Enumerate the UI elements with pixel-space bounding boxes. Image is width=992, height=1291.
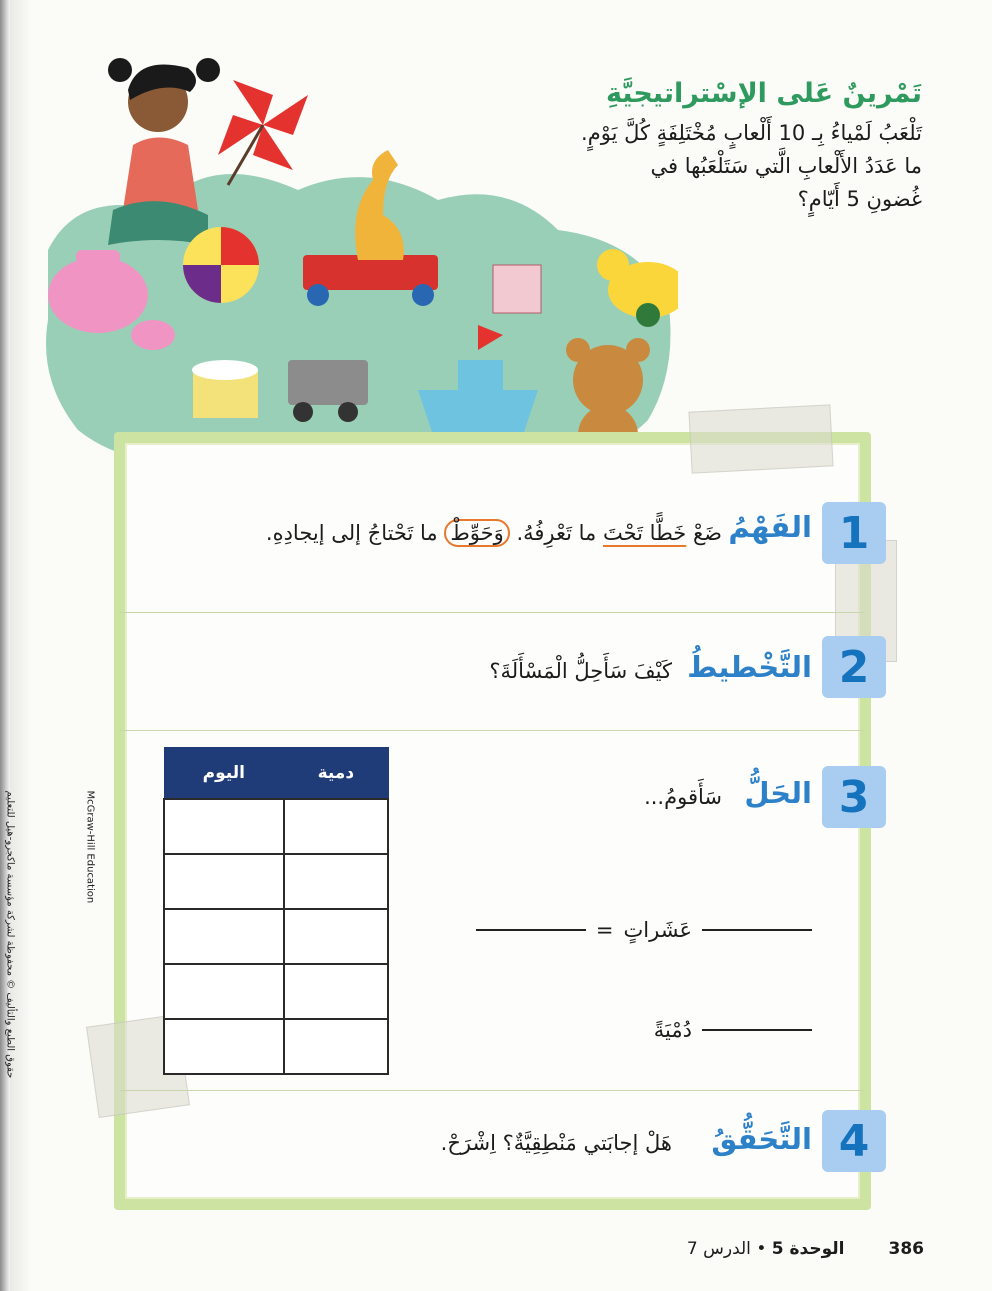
step-3-text: سَأَقومُ... xyxy=(644,785,722,809)
tens-label: عَشَراتٍ xyxy=(623,918,692,942)
problem-line-2: ما عَدَدُ الأَلْعابِ الَّتي سَتَلْعَبُها في xyxy=(650,154,922,178)
teacup xyxy=(131,320,175,350)
circled-word: وَحَوِّطْ xyxy=(444,519,509,547)
dolls-row xyxy=(654,1018,812,1042)
step-3-number: 3 xyxy=(822,766,886,828)
tape-top xyxy=(688,404,833,473)
table-row xyxy=(164,1019,388,1074)
table-cell[interactable] xyxy=(164,964,284,1019)
table-row xyxy=(164,854,388,909)
table-cell[interactable] xyxy=(284,909,388,964)
exercise-title: تَمْرينٌ عَلى الإسْتراتيجيَّةِ xyxy=(605,78,922,109)
pinwheel xyxy=(218,80,308,185)
table-cell[interactable] xyxy=(164,1019,284,1074)
problem-line-3: غُضونِ 5 أَيّامٍ؟ xyxy=(797,187,922,211)
page-footer xyxy=(687,1239,924,1259)
table-row xyxy=(164,909,388,964)
step-2-number: 2 xyxy=(822,636,886,698)
tens-equation-row xyxy=(476,918,812,942)
step-1-text: ضَعْ خَطًّا تَحْتَ ما تَعْرِفُهُ. وَحَوِّطْ ما تَحْتاجُ إلى إيجادِهِ. xyxy=(265,521,722,545)
step-4-text: هَلْ إجابَتي مَنْطِقِيَّةٌ؟ اِشْرَحْ. xyxy=(440,1131,672,1155)
dolls-blank[interactable] xyxy=(702,1029,812,1031)
step-1-number: 1 xyxy=(822,502,886,564)
table-row xyxy=(164,964,388,1019)
publisher-credit: McGraw-Hill Education xyxy=(84,790,96,904)
table-cell[interactable] xyxy=(284,964,388,1019)
unit-lesson: الوحدة 5 • الدرس 7 xyxy=(686,1239,845,1259)
girl-figure xyxy=(108,58,220,245)
exercise-header xyxy=(562,78,922,216)
equals-sign: = xyxy=(595,918,614,942)
step-4-number: 4 xyxy=(822,1110,886,1172)
days-dolls-table xyxy=(163,747,389,1075)
step-1-title: الفَهْمُ xyxy=(728,510,812,544)
result-blank[interactable] xyxy=(476,929,586,931)
drum xyxy=(192,360,258,418)
dolls-label: دُمْيَةً xyxy=(653,1018,692,1042)
table-cell[interactable] xyxy=(164,909,284,964)
table-header-doll: دمية xyxy=(284,748,388,800)
table-cell[interactable] xyxy=(284,1019,388,1074)
divider-1 xyxy=(120,612,864,613)
table-cell[interactable] xyxy=(164,799,284,854)
page-number: 386 xyxy=(888,1239,924,1259)
step-2-title: التَّخْطيطُ xyxy=(687,650,812,684)
divider-3 xyxy=(120,1090,864,1091)
toy-blocks xyxy=(493,265,541,313)
divider-2 xyxy=(120,730,864,731)
step-3-title: الحَلُّ xyxy=(744,776,812,810)
table-cell[interactable] xyxy=(284,799,388,854)
underlined-phrase: خَطًّا تَحْتَ xyxy=(602,521,687,545)
table-header-day: اليوم xyxy=(164,748,284,800)
table-row xyxy=(164,799,388,854)
step-2-text: كَيْفَ سَأَحِلُّ الْمَسْأَلَةَ؟ xyxy=(489,659,672,683)
rights-credit: حقوق الطبع والتأليف © محفوظة لشركة مؤسسة ماكجرو-هيل للتعليم xyxy=(4,790,16,1079)
tens-blank[interactable] xyxy=(702,929,812,931)
table-cell[interactable] xyxy=(164,854,284,909)
step-4-title: التَّحَقُّقُ xyxy=(711,1122,812,1156)
beach-ball xyxy=(183,227,259,303)
table-cell[interactable] xyxy=(284,854,388,909)
problem-line-1: تَلْعَبُ لَمْياءُ بِـ 10 أَلْعابٍ مُخْتَلِفَةٍ كُلَّ يَوْمٍ. xyxy=(581,121,922,145)
